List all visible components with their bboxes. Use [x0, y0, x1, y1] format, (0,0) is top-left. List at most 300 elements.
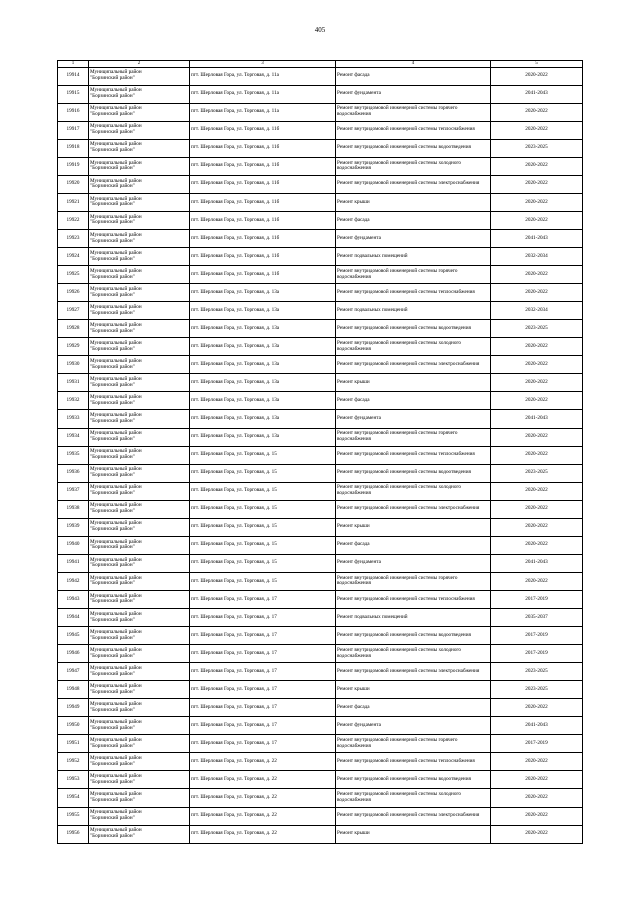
column-header: 2 — [89, 61, 190, 68]
period-cell: 2020-2022 — [491, 121, 583, 139]
period-cell: 2020-2022 — [491, 825, 583, 843]
municipality-cell — [89, 771, 190, 789]
row-number: 19953 — [58, 771, 89, 789]
period-cell: 2017-2019 — [491, 627, 583, 645]
period-cell: 2041-2043 — [491, 410, 583, 428]
table-row — [58, 338, 583, 356]
work-type-cell: Ремонт внутридомовой инженерной системы электроснабжения — [336, 663, 491, 681]
address-cell: пгт. Шерловая Гора, ул. Торговая, д. 22 — [190, 771, 336, 789]
column-header: 5 — [491, 61, 583, 68]
table-row — [58, 193, 583, 211]
municipality-line: Муниципальный район — [90, 123, 142, 130]
municipality-name: "Борзинский район" — [90, 562, 135, 569]
municipality-line: Муниципальный район — [90, 358, 142, 365]
municipality-name: "Борзинский район" — [90, 111, 135, 118]
address-cell: пгт. Шерловая Гора, ул. Торговая, д. 15 — [190, 482, 336, 500]
table-row — [58, 771, 583, 789]
address-cell: пгт. Шерловая Гора, ул. Торговая, д. 11б — [190, 266, 336, 284]
address-cell: пгт. Шерловая Гора, ул. Торговая, д. 17 — [190, 627, 336, 645]
municipality-name: "Борзинский район" — [90, 345, 135, 352]
municipality-name: "Борзинский район" — [90, 165, 135, 172]
work-type-cell: Ремонт фасада — [336, 536, 491, 554]
municipality-cell — [89, 266, 190, 284]
municipality-name: "Борзинский район" — [90, 815, 135, 822]
period-cell: 2035-2037 — [491, 609, 583, 627]
period-cell: 2020-2022 — [491, 356, 583, 374]
row-number: 19921 — [58, 193, 89, 211]
municipality-line: Муниципальный район — [90, 755, 142, 762]
municipality-cell — [89, 392, 190, 410]
municipality-line: Муниципальный район — [90, 159, 142, 166]
municipality-name: "Борзинский район" — [90, 598, 135, 605]
municipality-name: "Борзинский район" — [90, 93, 135, 100]
address-cell: пгт. Шерловая Гора, ул. Торговая, д. 17 — [190, 609, 336, 627]
municipality-cell — [89, 518, 190, 536]
work-type-cell: Ремонт внутридомовой инженерной системы холодного водоснабжения — [336, 789, 491, 807]
address-cell: пгт. Шерловая Гора, ул. Торговая, д. 13а — [190, 356, 336, 374]
work-type-cell: Ремонт внутридомовой инженерной системы электроснабжения — [336, 500, 491, 518]
row-number: 19952 — [58, 753, 89, 771]
municipality-name: "Борзинский район" — [90, 670, 135, 677]
period-cell: 2017-2019 — [491, 735, 583, 753]
row-number: 19930 — [58, 356, 89, 374]
row-number: 19955 — [58, 807, 89, 825]
table-row — [58, 320, 583, 338]
municipality-cell — [89, 85, 190, 103]
municipality-name: "Борзинский район" — [90, 833, 135, 840]
period-cell: 2023-2025 — [491, 681, 583, 699]
row-number: 19947 — [58, 663, 89, 681]
address-cell: пгт. Шерловая Гора, ул. Торговая, д. 17 — [190, 699, 336, 717]
work-type-cell: Ремонт фундамента — [336, 85, 491, 103]
work-type-cell: Ремонт фасада — [336, 211, 491, 229]
address-cell: пгт. Шерловая Гора, ул. Торговая, д. 22 — [190, 753, 336, 771]
period-cell: 2020-2022 — [491, 500, 583, 518]
municipality-name: "Борзинский район" — [90, 796, 135, 803]
municipality-line: Муниципальный район — [90, 448, 142, 455]
work-type-cell: Ремонт внутридомовой инженерной системы теплоснабжения — [336, 590, 491, 608]
row-number: 19926 — [58, 284, 89, 302]
row-number: 19945 — [58, 627, 89, 645]
work-type-cell: Ремонт внутридомовой инженерной системы водоотведения — [336, 464, 491, 482]
municipality-cell — [89, 230, 190, 248]
period-cell: 2020-2022 — [491, 753, 583, 771]
municipality-name: "Борзинский район" — [90, 490, 135, 497]
address-cell: пгт. Шерловая Гора, ул. Торговая, д. 11б — [190, 230, 336, 248]
table-row — [58, 211, 583, 229]
municipality-name: "Борзинский район" — [90, 436, 135, 443]
row-number: 19951 — [58, 735, 89, 753]
row-number: 19939 — [58, 518, 89, 536]
work-type-cell: Ремонт внутридомовой инженерной системы электроснабжения — [336, 807, 491, 825]
municipality-cell — [89, 338, 190, 356]
work-type-cell: Ремонт внутридомовой инженерной системы теплоснабжения — [336, 753, 491, 771]
table-row — [58, 482, 583, 500]
work-type-cell: Ремонт внутридомовой инженерной системы холодного водоснабжения — [336, 482, 491, 500]
row-number: 19933 — [58, 410, 89, 428]
table-row — [58, 789, 583, 807]
table-row — [58, 536, 583, 554]
municipality-name: "Борзинский район" — [90, 544, 135, 551]
municipality-line: Муниципальный район — [90, 646, 142, 653]
table-row — [58, 627, 583, 645]
row-number: 19940 — [58, 536, 89, 554]
municipality-line: Муниципальный район — [90, 592, 142, 599]
period-cell: 2020-2022 — [491, 392, 583, 410]
table-body — [58, 67, 583, 843]
municipality-cell — [89, 193, 190, 211]
period-cell: 2020-2022 — [491, 572, 583, 590]
table-row — [58, 825, 583, 843]
row-number: 19950 — [58, 717, 89, 735]
municipality-line: Муниципальный район — [90, 249, 142, 256]
address-cell: пгт. Шерловая Гора, ул. Торговая, д. 13а — [190, 374, 336, 392]
address-cell: пгт. Шерловая Гора, ул. Торговая, д. 15 — [190, 500, 336, 518]
work-type-cell: Ремонт фасада — [336, 67, 491, 85]
period-cell: 2041-2043 — [491, 717, 583, 735]
row-number: 19934 — [58, 428, 89, 446]
table-row — [58, 681, 583, 699]
period-cell: 2020-2022 — [491, 193, 583, 211]
municipality-name: "Борзинский район" — [90, 363, 135, 370]
address-cell: пгт. Шерловая Гора, ул. Торговая, д. 11а — [190, 85, 336, 103]
municipality-name: "Борзинский район" — [90, 219, 135, 226]
municipality-cell — [89, 374, 190, 392]
municipality-cell — [89, 284, 190, 302]
work-type-cell: Ремонт внутридомовой инженерной системы электроснабжения — [336, 175, 491, 193]
work-type-cell: Ремонт внутридомовой инженерной системы горячего водоснабжения — [336, 735, 491, 753]
municipality-line: Муниципальный район — [90, 664, 142, 671]
column-number-row — [58, 61, 583, 68]
row-number: 19946 — [58, 645, 89, 663]
municipality-cell — [89, 735, 190, 753]
work-type-cell: Ремонт фасада — [336, 392, 491, 410]
address-cell: пгт. Шерловая Гора, ул. Торговая, д. 13а — [190, 320, 336, 338]
period-cell: 2020-2022 — [491, 266, 583, 284]
table-row — [58, 248, 583, 266]
table-row — [58, 139, 583, 157]
address-cell: пгт. Шерловая Гора, ул. Торговая, д. 15 — [190, 554, 336, 572]
row-number: 19936 — [58, 464, 89, 482]
municipality-cell — [89, 500, 190, 518]
municipality-cell — [89, 572, 190, 590]
address-cell: пгт. Шерловая Гора, ул. Торговая, д. 13а — [190, 392, 336, 410]
row-number: 19919 — [58, 157, 89, 175]
municipality-cell — [89, 663, 190, 681]
column-header: 4 — [336, 61, 491, 68]
page-number: 405 — [314, 26, 326, 34]
municipality-line: Муниципальный район — [90, 195, 142, 202]
work-type-cell: Ремонт внутридомовой инженерной системы водоотведения — [336, 139, 491, 157]
municipality-name: "Борзинский район" — [90, 706, 135, 713]
work-type-cell: Ремонт фасада — [336, 699, 491, 717]
municipality-line: Муниципальный район — [90, 141, 142, 148]
period-cell: 2041-2043 — [491, 230, 583, 248]
period-cell: 2041-2043 — [491, 85, 583, 103]
period-cell: 2023-2025 — [491, 663, 583, 681]
work-type-cell: Ремонт внутридомовой инженерной системы горячего водоснабжения — [336, 428, 491, 446]
period-cell: 2020-2022 — [491, 175, 583, 193]
municipality-line: Муниципальный район — [90, 556, 142, 563]
municipality-name: "Борзинский район" — [90, 742, 135, 749]
address-cell: пгт. Шерловая Гора, ул. Торговая, д. 17 — [190, 735, 336, 753]
municipality-name: "Борзинский район" — [90, 291, 135, 298]
municipality-cell — [89, 356, 190, 374]
row-number: 19938 — [58, 500, 89, 518]
municipality-cell — [89, 248, 190, 266]
address-cell: пгт. Шерловая Гора, ул. Торговая, д. 13а — [190, 284, 336, 302]
address-cell: пгт. Шерловая Гора, ул. Торговая, д. 17 — [190, 681, 336, 699]
row-number: 19923 — [58, 230, 89, 248]
municipality-line: Муниципальный район — [90, 87, 142, 94]
table-row — [58, 175, 583, 193]
municipality-cell — [89, 139, 190, 157]
municipality-cell — [89, 103, 190, 121]
work-type-cell: Ремонт фундамента — [336, 554, 491, 572]
municipality-line: Муниципальный район — [90, 773, 142, 780]
work-type-cell: Ремонт внутридомовой инженерной системы водоотведения — [336, 320, 491, 338]
period-cell: 2020-2022 — [491, 338, 583, 356]
row-number: 19943 — [58, 590, 89, 608]
municipality-name: "Борзинский район" — [90, 327, 135, 334]
municipality-cell — [89, 554, 190, 572]
municipality-cell — [89, 482, 190, 500]
municipality-cell — [89, 717, 190, 735]
address-cell: пгт. Шерловая Гора, ул. Торговая, д. 11б — [190, 211, 336, 229]
column-header: 1 — [58, 61, 89, 68]
period-cell: 2032-2034 — [491, 248, 583, 266]
address-cell: пгт. Шерловая Гора, ул. Торговая, д. 11б — [190, 139, 336, 157]
municipality-cell — [89, 753, 190, 771]
municipality-line: Муниципальный район — [90, 285, 142, 292]
municipality-name: "Борзинский район" — [90, 616, 135, 623]
municipality-name: "Борзинский район" — [90, 129, 135, 136]
table-row — [58, 121, 583, 139]
municipality-line: Муниципальный район — [90, 827, 142, 834]
municipality-line: Муниципальный район — [90, 700, 142, 707]
municipality-name: "Борзинский район" — [90, 508, 135, 515]
table-row — [58, 67, 583, 85]
municipality-line: Муниципальный район — [90, 177, 142, 184]
table-row — [58, 374, 583, 392]
table-row — [58, 103, 583, 121]
municipality-cell — [89, 464, 190, 482]
period-cell: 2020-2022 — [491, 374, 583, 392]
period-cell: 2020-2022 — [491, 284, 583, 302]
municipality-cell — [89, 428, 190, 446]
municipality-line: Муниципальный район — [90, 791, 142, 798]
period-cell: 2023-2025 — [491, 139, 583, 157]
period-cell: 2020-2022 — [491, 211, 583, 229]
table-row — [58, 230, 583, 248]
municipality-cell — [89, 789, 190, 807]
period-cell: 2020-2022 — [491, 807, 583, 825]
row-number: 19954 — [58, 789, 89, 807]
municipality-line: Муниципальный район — [90, 502, 142, 509]
municipality-cell — [89, 681, 190, 699]
municipality-name: "Борзинский район" — [90, 724, 135, 731]
repair-schedule-table — [57, 60, 583, 844]
period-cell: 2023-2025 — [491, 464, 583, 482]
work-type-cell: Ремонт внутридомовой инженерной системы горячего водоснабжения — [336, 266, 491, 284]
work-type-cell: Ремонт крыши — [336, 193, 491, 211]
row-number: 19935 — [58, 446, 89, 464]
municipality-line: Муниципальный район — [90, 520, 142, 527]
address-cell: пгт. Шерловая Гора, ул. Торговая, д. 13а — [190, 338, 336, 356]
work-type-cell: Ремонт крыши — [336, 518, 491, 536]
municipality-name: "Борзинский район" — [90, 237, 135, 244]
table-row — [58, 554, 583, 572]
row-number: 19956 — [58, 825, 89, 843]
period-cell: 2020-2022 — [491, 482, 583, 500]
municipality-cell — [89, 627, 190, 645]
row-number: 19915 — [58, 85, 89, 103]
row-number: 19918 — [58, 139, 89, 157]
column-header: 3 — [190, 61, 336, 68]
municipality-name: "Борзинский район" — [90, 688, 135, 695]
municipality-line: Муниципальный район — [90, 231, 142, 238]
municipality-line: Муниципальный район — [90, 321, 142, 328]
municipality-cell — [89, 67, 190, 85]
period-cell: 2017-2019 — [491, 645, 583, 663]
address-cell: пгт. Шерловая Гора, ул. Торговая, д. 11б — [190, 157, 336, 175]
municipality-cell — [89, 302, 190, 320]
address-cell: пгт. Шерловая Гора, ул. Торговая, д. 22 — [190, 825, 336, 843]
row-number: 19929 — [58, 338, 89, 356]
row-number: 19937 — [58, 482, 89, 500]
municipality-cell — [89, 175, 190, 193]
municipality-line: Муниципальный район — [90, 809, 142, 816]
municipality-cell — [89, 609, 190, 627]
table-row — [58, 410, 583, 428]
municipality-name: "Борзинский район" — [90, 147, 135, 154]
period-cell: 2020-2022 — [491, 771, 583, 789]
municipality-line: Муниципальный район — [90, 105, 142, 112]
work-type-cell: Ремонт подвальных помещений — [336, 248, 491, 266]
row-number: 19928 — [58, 320, 89, 338]
period-cell: 2020-2022 — [491, 789, 583, 807]
municipality-name: "Борзинский район" — [90, 634, 135, 641]
municipality-cell — [89, 590, 190, 608]
municipality-name: "Борзинский район" — [90, 201, 135, 208]
row-number: 19949 — [58, 699, 89, 717]
address-cell: пгт. Шерловая Гора, ул. Торговая, д. 15 — [190, 518, 336, 536]
work-type-cell: Ремонт подвальных помещений — [336, 302, 491, 320]
period-cell: 2041-2043 — [491, 554, 583, 572]
municipality-name: "Борзинский район" — [90, 526, 135, 533]
work-type-cell: Ремонт внутридомовой инженерной системы водоотведения — [336, 771, 491, 789]
row-number: 19916 — [58, 103, 89, 121]
address-cell: пгт. Шерловая Гора, ул. Торговая, д. 13а — [190, 302, 336, 320]
address-cell: пгт. Шерловая Гора, ул. Торговая, д. 15 — [190, 536, 336, 554]
period-cell: 2020-2022 — [491, 157, 583, 175]
municipality-name: "Борзинский район" — [90, 183, 135, 190]
municipality-line: Муниципальный район — [90, 682, 142, 689]
table-row — [58, 518, 583, 536]
address-cell: пгт. Шерловая Гора, ул. Торговая, д. 11б — [190, 121, 336, 139]
municipality-line: Муниципальный район — [90, 267, 142, 274]
address-cell: пгт. Шерловая Гора, ул. Торговая, д. 15 — [190, 572, 336, 590]
work-type-cell: Ремонт внутридомовой инженерной системы теплоснабжения — [336, 284, 491, 302]
address-cell: пгт. Шерловая Гора, ул. Торговая, д. 11а — [190, 67, 336, 85]
period-cell: 2020-2022 — [491, 446, 583, 464]
work-type-cell: Ремонт внутридомовой инженерной системы холодного водоснабжения — [336, 645, 491, 663]
row-number: 19927 — [58, 302, 89, 320]
row-number: 19948 — [58, 681, 89, 699]
work-type-cell: Ремонт внутридомовой инженерной системы теплоснабжения — [336, 446, 491, 464]
work-type-cell: Ремонт крыши — [336, 825, 491, 843]
municipality-cell — [89, 446, 190, 464]
municipality-line: Муниципальный район — [90, 737, 142, 744]
work-type-cell: Ремонт внутридомовой инженерной системы теплоснабжения — [336, 121, 491, 139]
work-type-cell: Ремонт внутридомовой инженерной системы электроснабжения — [336, 356, 491, 374]
address-cell: пгт. Шерловая Гора, ул. Торговая, д. 17 — [190, 717, 336, 735]
municipality-line: Муниципальный район — [90, 340, 142, 346]
municipality-line: Муниципальный район — [90, 376, 142, 383]
period-cell: 2032-2034 — [491, 302, 583, 320]
row-number: 19920 — [58, 175, 89, 193]
municipality-line: Муниципальный район — [90, 466, 142, 473]
table-row — [58, 428, 583, 446]
work-type-cell: Ремонт внутридомовой инженерной системы горячего водоснабжения — [336, 572, 491, 590]
table-row — [58, 572, 583, 590]
address-cell: пгт. Шерловая Гора, ул. Торговая, д. 15 — [190, 446, 336, 464]
address-cell: пгт. Шерловая Гора, ул. Торговая, д. 11б — [190, 248, 336, 266]
address-cell: пгт. Шерловая Гора, ул. Торговая, д. 11б — [190, 193, 336, 211]
table-row — [58, 645, 583, 663]
work-type-cell: Ремонт фундамента — [336, 410, 491, 428]
municipality-line: Муниципальный район — [90, 628, 142, 635]
municipality-name: "Борзинский район" — [90, 760, 135, 767]
municipality-name: "Борзинский район" — [90, 580, 135, 587]
row-number: 19942 — [58, 572, 89, 590]
table-row — [58, 392, 583, 410]
municipality-cell — [89, 536, 190, 554]
address-cell: пгт. Шерловая Гора, ул. Торговая, д. 11а — [190, 103, 336, 121]
municipality-line: Муниципальный район — [90, 69, 142, 76]
row-number: 19932 — [58, 392, 89, 410]
address-cell: пгт. Шерловая Гора, ул. Торговая, д. 17 — [190, 663, 336, 681]
row-number: 19922 — [58, 211, 89, 229]
row-number: 19931 — [58, 374, 89, 392]
municipality-cell — [89, 121, 190, 139]
period-cell: 2020-2022 — [491, 428, 583, 446]
table-row — [58, 717, 583, 735]
municipality-name: "Борзинский район" — [90, 778, 135, 785]
table-row — [58, 500, 583, 518]
address-cell: пгт. Шерловая Гора, ул. Торговая, д. 22 — [190, 807, 336, 825]
municipality-line: Муниципальный район — [90, 484, 142, 491]
municipality-cell — [89, 645, 190, 663]
table-row — [58, 663, 583, 681]
municipality-cell — [89, 320, 190, 338]
municipality-name: "Борзинский район" — [90, 75, 135, 82]
table-row — [58, 284, 583, 302]
municipality-name: "Борзинский район" — [90, 381, 135, 388]
table-row — [58, 699, 583, 717]
period-cell: 2020-2022 — [491, 67, 583, 85]
address-cell: пгт. Шерловая Гора, ул. Торговая, д. 17 — [190, 645, 336, 663]
municipality-name: "Борзинский район" — [90, 652, 135, 659]
address-cell: пгт. Шерловая Гора, ул. Торговая, д. 13а — [190, 428, 336, 446]
table-row — [58, 266, 583, 284]
municipality-cell — [89, 807, 190, 825]
row-number: 19925 — [58, 266, 89, 284]
work-type-cell: Ремонт фундамента — [336, 717, 491, 735]
address-cell: пгт. Шерловая Гора, ул. Торговая, д. 11б — [190, 175, 336, 193]
municipality-name: "Борзинский район" — [90, 273, 135, 280]
work-type-cell: Ремонт крыши — [336, 374, 491, 392]
